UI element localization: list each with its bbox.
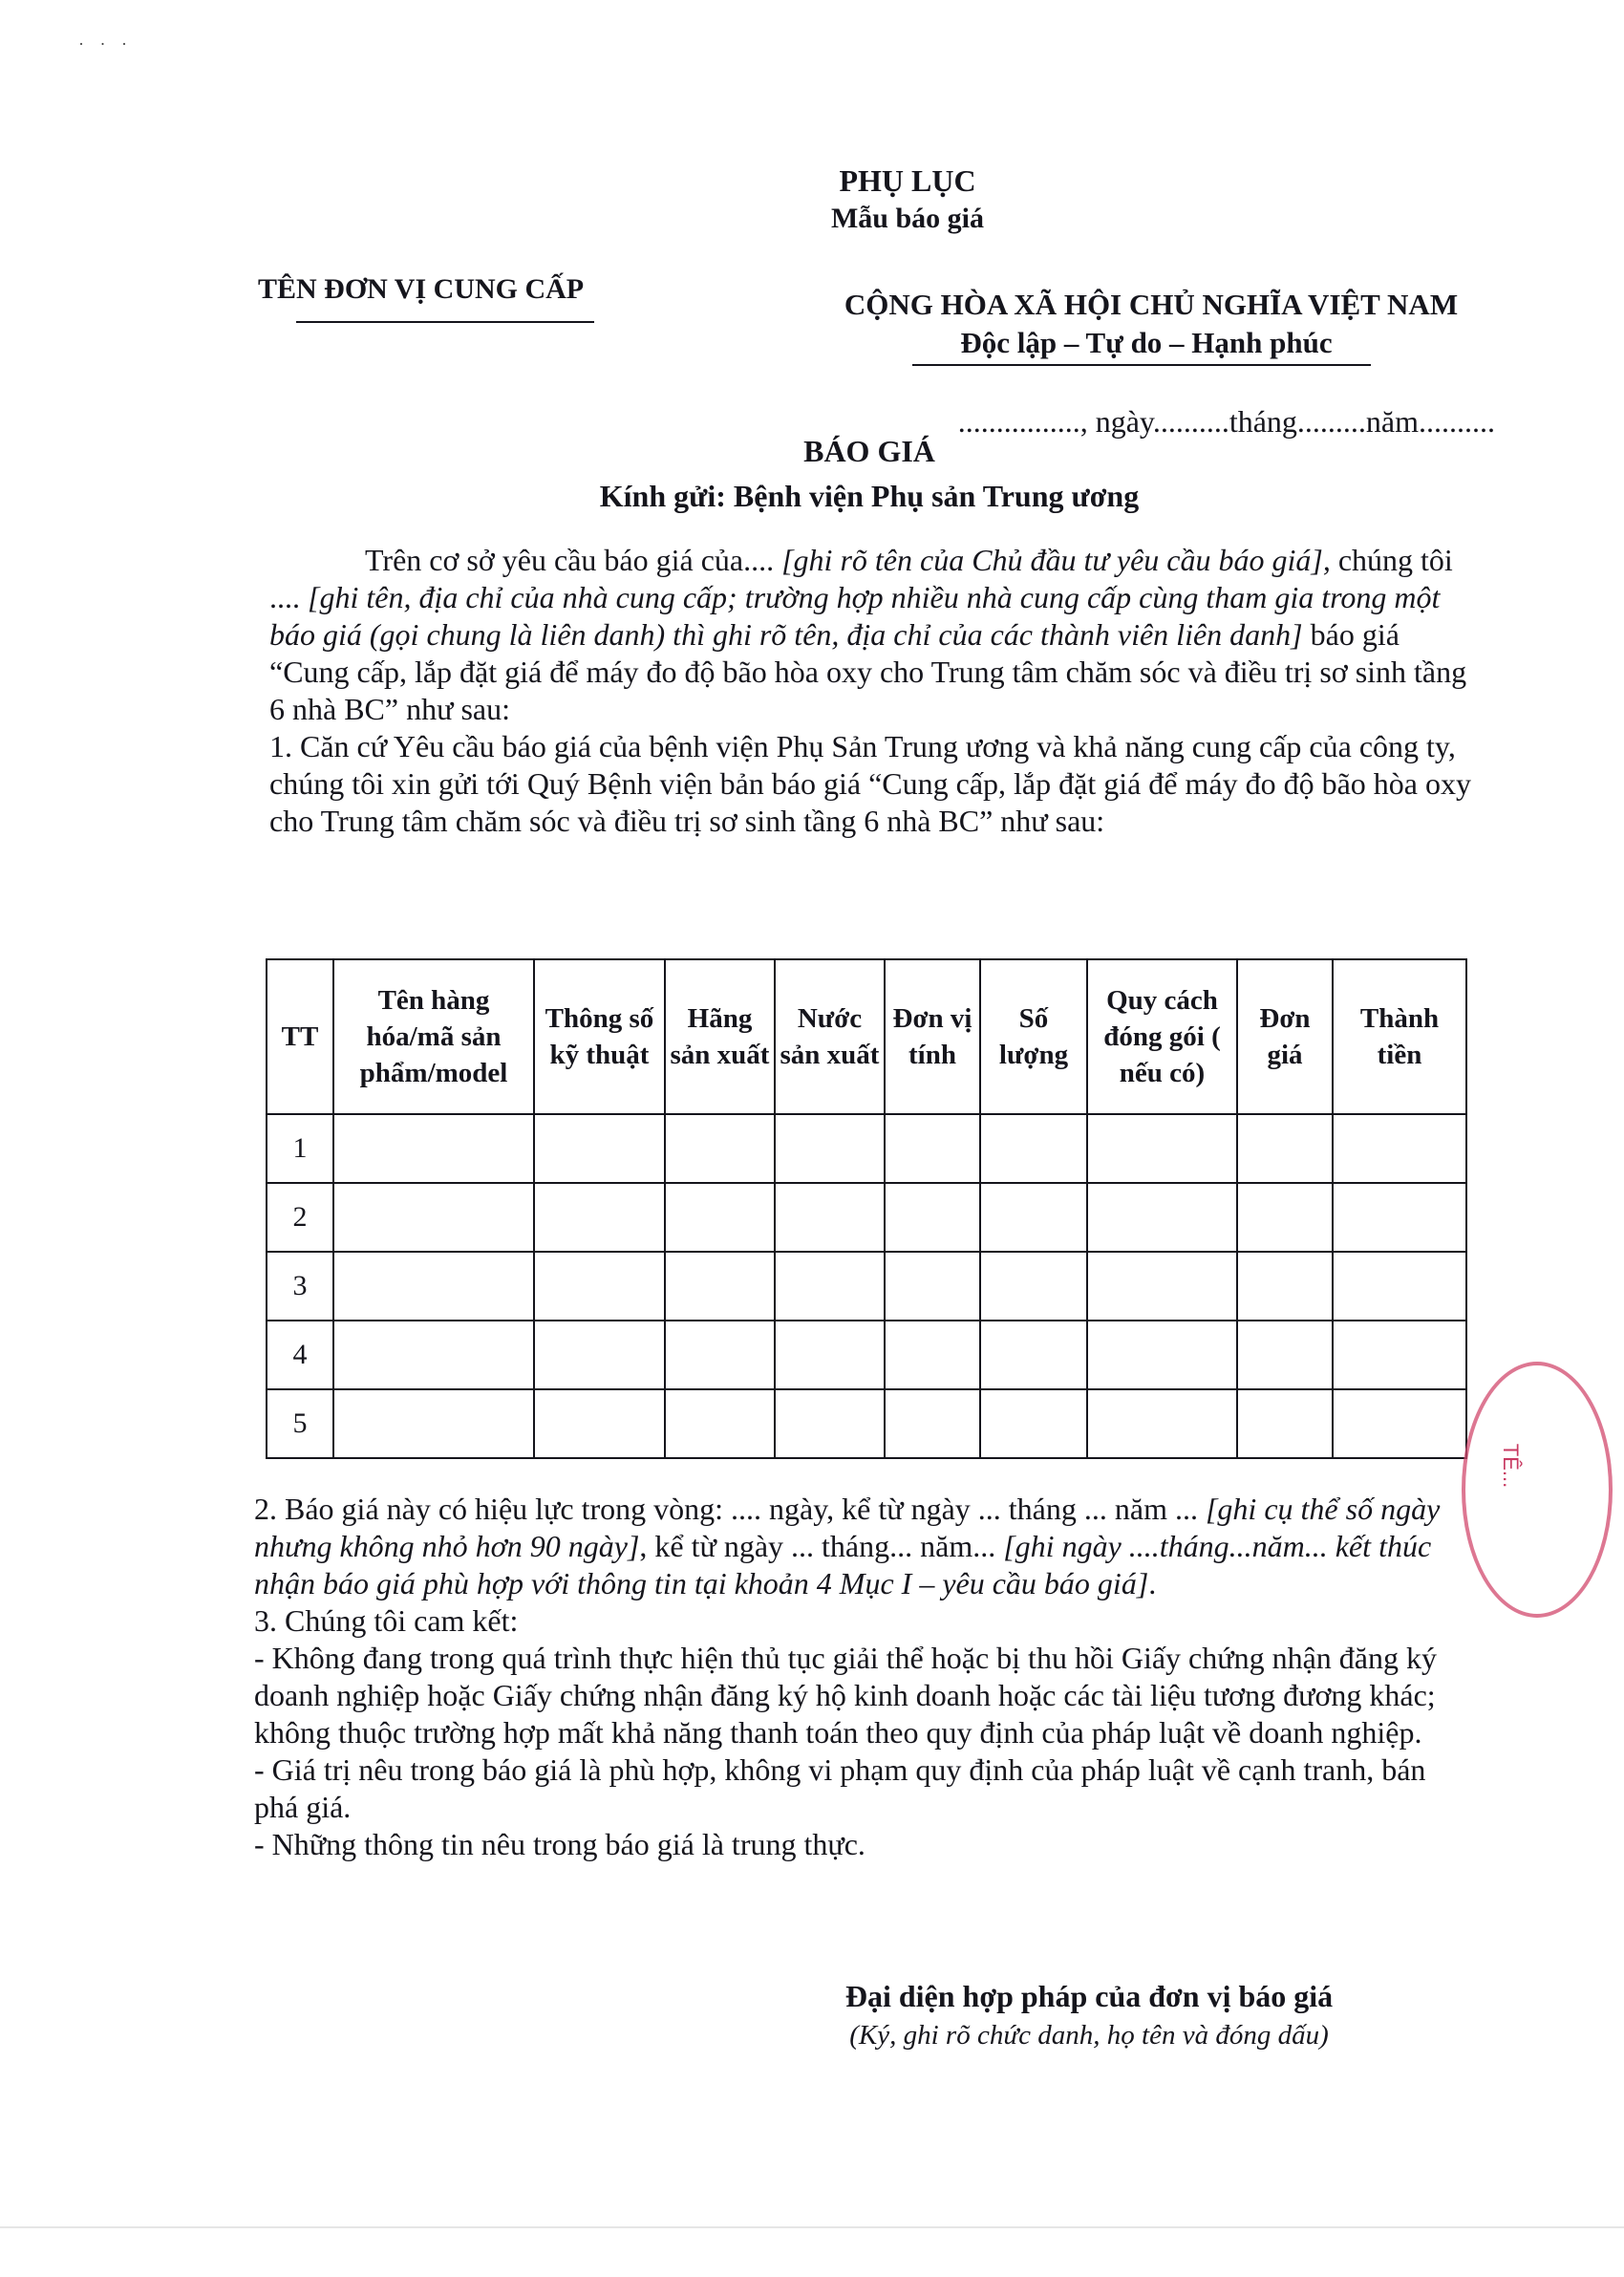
item-1-paragraph: 1. Căn cứ Yêu cầu báo giá của bệnh viện Phụ Sản Trung ương và khả năng cung cấp của công ty, chúng tôi xin gửi tới Quý Bệnh viện bản báo giá “Cung cấp, lắp đặt giá để máy đo độ bão hòa oxy cho Trung tâm chăm sóc và điều trị sơ sinh tầng 6 nhà BC” như sau: [269,729,1471,838]
table-row [267,1321,1466,1389]
row-number: 5 [267,1389,333,1458]
col-header-unit: Đơn vị tính [885,959,980,1114]
appendix-subtitle: Mẫu báo giá [830,203,985,234]
table-row [267,1183,1466,1252]
motto: Độc lập – Tự do – Hạnh phúc [960,326,1333,359]
col-header-total: Thành tiền [1333,959,1466,1114]
table-header-row [267,959,1466,1114]
recipient-line: Kính gửi: Bệnh viện Phụ sản Trung ương [599,479,1140,513]
date-line: ................, ngày..........tháng.........năm.......... [957,404,1495,439]
country-name: CỘNG HÒA XÃ HỘI CHỦ NGHĨA VIỆT NAM [844,288,1459,321]
table-row [267,1389,1466,1458]
commitment-item: - Giá trị nêu trong báo giá là phù hợp, không vi phạm quy định của pháp luật về cạnh tranh, bán phá giá. [254,1752,1426,1824]
seal-stamp-text: TÊ... [1499,1443,1524,1489]
document-title: BÁO GIÁ [803,434,935,468]
row-number: 2 [267,1183,333,1252]
row-number: 4 [267,1321,333,1389]
row-number: 3 [267,1252,333,1321]
quote-table [266,958,1467,1459]
col-header-country: Nước sản xuất [775,959,885,1114]
motto-underline [912,364,1371,366]
row-number: 1 [267,1114,333,1183]
item-3-heading: 3. Chúng tôi cam kết: [254,1603,519,1638]
intro-italic-2: [ghi tên, địa chỉ của nhà cung cấp; trường hợp nhiều nhà cung cấp cùng tham gia trong một báo giá (gọi chung là liên danh) thì ghi rõ tên, địa chỉ của các thành viên liên danh] [269,580,1441,652]
intro-text-3: báo giá “Cung cấp, lắp đặt giá để máy đo độ bão hòa oxy cho Trung tâm chăm sóc và điều trị sơ sinh tầng 6 nhà BC” như sau: [269,617,1467,726]
col-header-quantity: Số lượng [980,959,1087,1114]
supplier-underline [296,321,594,323]
item-2-text-2: , kể từ ngày ... tháng... năm... [639,1529,996,1563]
item-2-italic-1: [ghi cụ thể số ngày nhưng không nhỏ hơn 90 ngày] [254,1492,1441,1563]
intro-paragraph [269,542,1478,840]
terms-section [254,1491,1463,1863]
page-edge [0,2226,1624,2228]
scan-artifact: · · · [78,34,133,54]
item-2-text-3: . [1148,1566,1157,1600]
col-header-tt: TT [267,959,333,1114]
item-2-italic-2: [ghi ngày ....tháng...năm... kết thúc nhận báo giá phù hợp với thông tin tại khoản 4 Mục I – yêu cầu báo giá] [254,1529,1432,1600]
intro-text-1: Trên cơ sở yêu cầu báo giá của.... [365,543,775,577]
signature-note: (Ký, ghi rõ chức danh, họ tên và đóng dấu) [849,2020,1329,2051]
commitment-item: - Không đang trong quá trình thực hiện thủ tục giải thể hoặc bị thu hồi Giấy chứng nhận đăng ký doanh nghiệp hoặc Giấy chứng nhận đăng ký hộ kinh doanh hoặc các tài liệu tương đương khác; không thuộc trường hợp mất khả năng thanh toán theo quy định của pháp luật về doanh nghiệp. [254,1641,1437,1750]
signature-title: Đại diện hợp pháp của đơn vị báo giá [844,1979,1334,2013]
col-header-unit-price: Đơn giá [1237,959,1333,1114]
seal-stamp [1462,1362,1613,1618]
commitment-item: - Những thông tin nêu trong báo giá là trung thực. [254,1827,865,1861]
intro-text-2: chúng tôi .... [269,543,1453,614]
col-header-manufacturer: Hãng sản xuất [665,959,775,1114]
col-header-specs: Thông số kỹ thuật [534,959,665,1114]
table-row [267,1252,1466,1321]
table-row [267,1114,1466,1183]
supplier-label: TÊN ĐƠN VỊ CUNG CẤP [258,273,585,305]
appendix-title: PHỤ LỤC [839,163,976,198]
col-header-packaging: Quy cách đóng gói ( nếu có) [1087,959,1237,1114]
item-2-text-1: 2. Báo giá này có hiệu lực trong vòng: .... ngày, kể từ ngày ... tháng ... năm ... [254,1492,1198,1526]
item-2-paragraph [254,1491,1463,1602]
intro-italic-1: [ghi rõ tên của Chủ đầu tư yêu cầu báo giá], [781,543,1331,577]
col-header-product-name: Tên hàng hóa/mã sản phẩm/model [333,959,534,1114]
